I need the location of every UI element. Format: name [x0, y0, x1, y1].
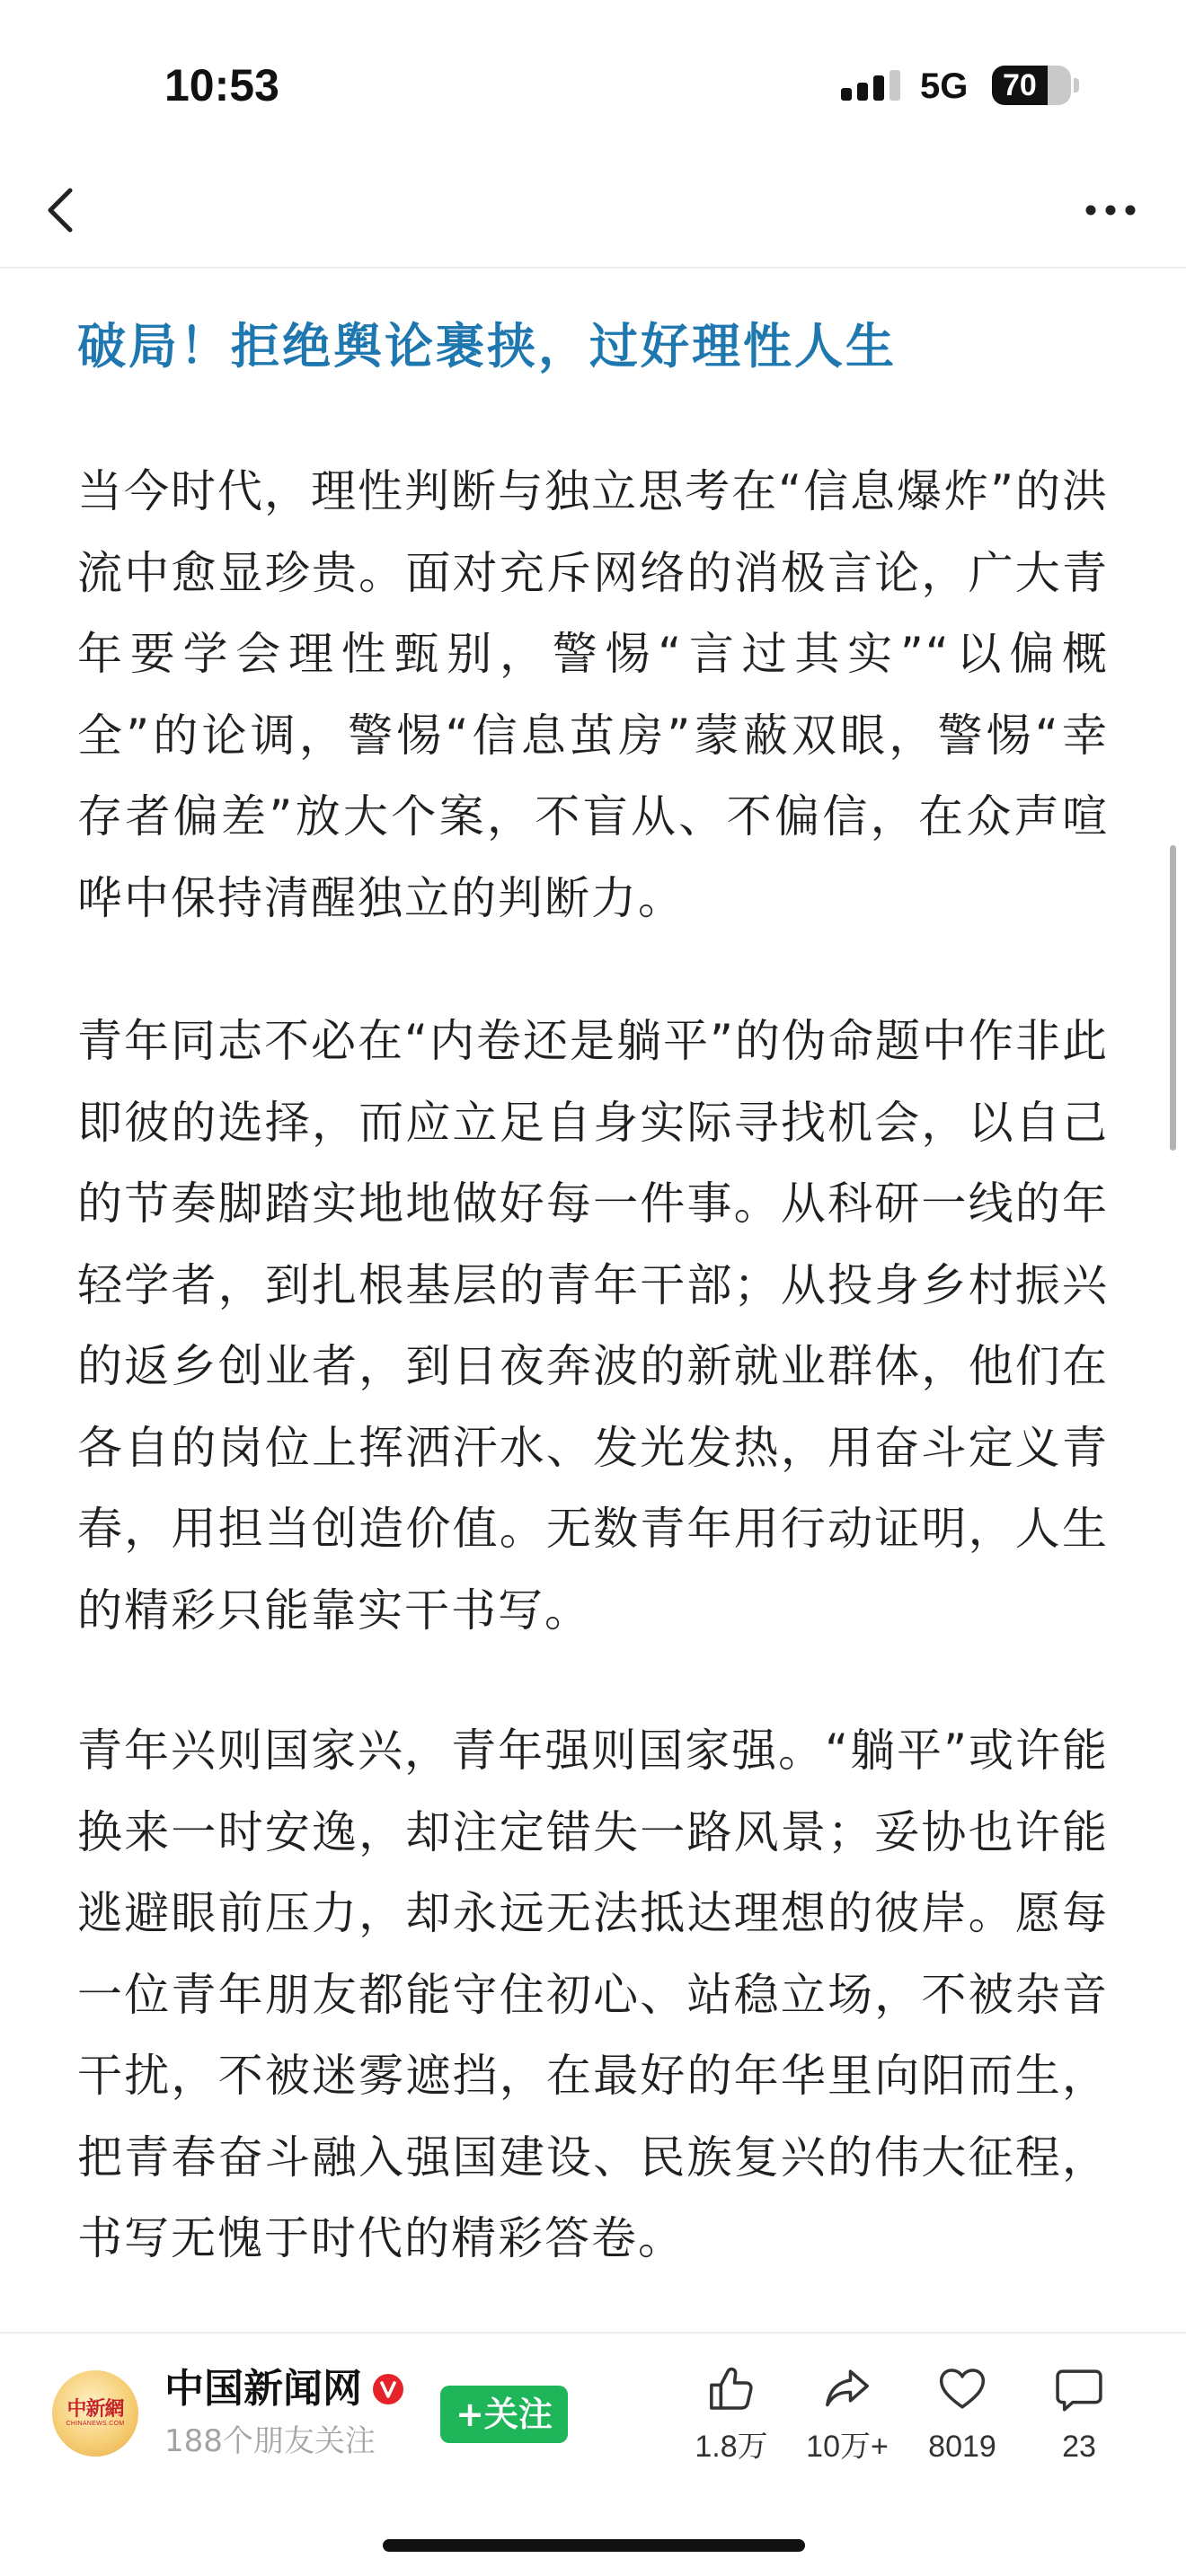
comment-icon: [1054, 2364, 1104, 2414]
verified-badge-icon: [373, 2374, 403, 2404]
scrollbar[interactable]: [1170, 845, 1176, 1151]
comment-button[interactable]: [1021, 2360, 1137, 2472]
like-count: 1.8万: [695, 2430, 768, 2464]
share-button[interactable]: [789, 2360, 906, 2472]
share-icon: [822, 2364, 872, 2414]
cellular-signal-icon: [841, 70, 900, 102]
publisher-avatar[interactable]: [52, 2370, 138, 2457]
like-button[interactable]: [673, 2360, 790, 2472]
thumbs-up-icon: [706, 2364, 757, 2414]
publisher-logo-text: 中新網: [66, 2397, 124, 2421]
comment-count: 23: [1062, 2430, 1096, 2464]
status-time: 10:53: [164, 60, 279, 110]
article-paragraph: 青年同志不必在“内卷还是躺平”的伪命题中作非此即彼的选择，而应立足自身实际寻找机会，以自己的节奏脚踏实地地做好每一件事。从科研一线的年轻学者，到扎根基层的青年干部；从投身乡村振兴的返乡创业者，到日夜奔波的新就业群体，他们在各自的岗位上挥洒汗水、发光发热，用奋斗定义青春，用担当创造价值。无数青年用行动证明，人生的精彩只能靠实干书写。: [77, 1015, 1109, 1636]
article-paragraph: 青年兴则国家兴，青年强则国家强。“躺平”或许能换来一时安逸，却注定错失一路风景；妥协也许能逃避眼前压力，却永远无法抵达理想的彼岸。愿每一位青年朋友都能守住初心、站稳立场，不被杂音干扰，不被迷雾遮挡，在最好的年华里向阳而生，把青春奋斗融入强国建设、民族复兴的伟大征程，书写无愧于时代的精彩答卷。: [77, 1725, 1109, 2264]
network-type: 5G: [920, 66, 969, 106]
header-divider: [0, 267, 1186, 269]
publisher-logo-subtext: CHINANEWS.COM: [66, 2421, 125, 2427]
battery-nub: [1074, 78, 1079, 93]
article-paragraph: 当今时代，理性判断与独立思考在“信息爆炸”的洪流中愈显珍贵。面对充斥网络的消极言论，广大青年要学会理性甄别，警惕“言过其实”“以偏概全”的论调，警惕“信息茧房”蒙蔽双眼，警惕“幸存者偏差”放大个案，不盲从、不偏信，在众声喧哗中保持清醒独立的判断力。: [77, 465, 1109, 924]
battery-icon: [992, 66, 1071, 105]
battery-level: 70: [1003, 68, 1037, 102]
chevron-left-icon: [36, 180, 90, 241]
publisher-followers: 188个朋友关注: [164, 2423, 376, 2459]
more-horizontal-icon: [1078, 189, 1143, 232]
publisher-name-row[interactable]: [164, 2366, 403, 2413]
follow-button[interactable]: +关注: [440, 2386, 568, 2443]
favorite-button[interactable]: [904, 2360, 1021, 2472]
bottom-divider: [0, 2332, 1186, 2333]
heart-icon: [937, 2364, 987, 2414]
share-count: 10万+: [806, 2430, 889, 2464]
more-button[interactable]: [1078, 189, 1143, 232]
favorite-count: 8019: [928, 2430, 996, 2464]
back-button[interactable]: [36, 180, 90, 241]
publisher-name: 中国新闻网: [164, 2366, 362, 2412]
home-indicator[interactable]: [383, 2539, 805, 2552]
article-title: 破局！拒绝舆论裹挟，过好理性人生: [77, 318, 897, 375]
bottom-action-bar: [0, 2332, 1186, 2576]
